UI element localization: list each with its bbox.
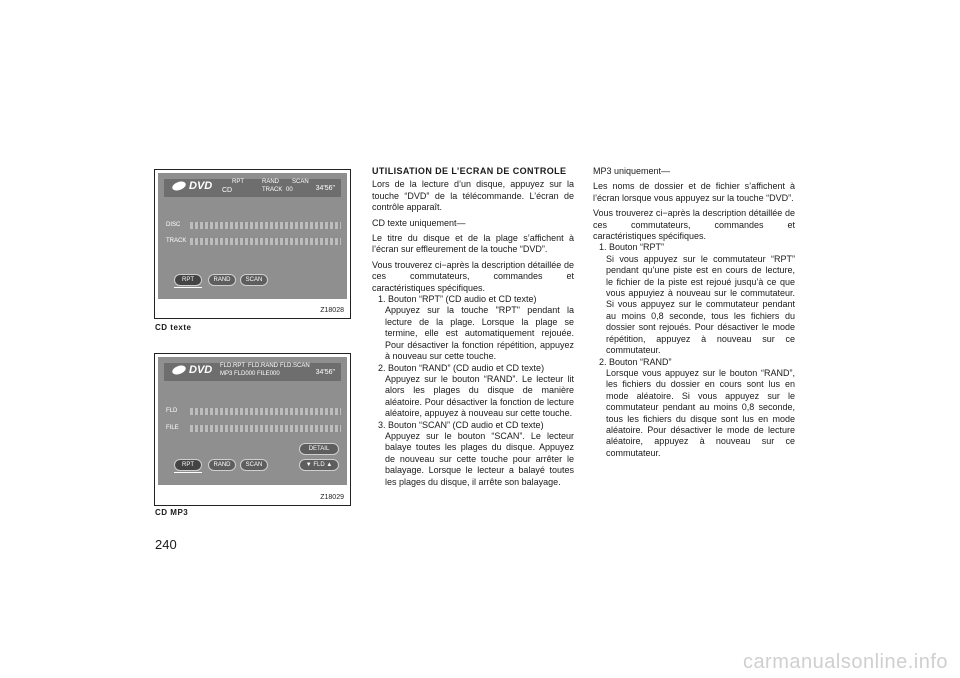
watermark: carmanualsonline.info <box>742 651 948 673</box>
list-item-text: Lorsque vous appuyez sur le bouton “RAND”, les fichiers du dossier en cours sont lus en mode aléatoire. Si vous appuyez sur le commutateur pendant au moins 0,8 seconde, tous les fichiers du disque sont lus en mode aléatoire. Pour désactiver le mode de lecture aléatoire, appuyez à nouveau sur ce commutateur. <box>606 367 795 458</box>
disc-logo-icon <box>171 180 187 192</box>
list-item-text: Appuyez sur le bouton “SCAN”. Le lecteur balaye toutes les plages du disque. Appuyez de nouveau sur cette touche pour arrêter le balayage. Lorsque le lecteur a balayé toutes les plages du disque, il arrête son balayage. <box>385 430 574 487</box>
list-item-title: 3. Bouton “SCAN” (CD audio et CD texte) <box>378 419 544 430</box>
disc-row <box>164 221 341 231</box>
paragraph: Vous trouverez ci−après la description détaillée de ces commutateurs, commandes et caractéristiques spécifiques. <box>372 259 574 293</box>
paragraph: Vous trouverez ci−après la description détaillée de ces commutateurs, commandes et caractéristiques spécifiques. <box>593 208 795 242</box>
track-number: 00 <box>286 187 293 193</box>
list-item-text: Si vous appuyez sur le commutateur “RPT” pendant qu’une piste est en cours de lecture, le fichier de la piste est rejoué jusqu’à ce que vous appuyiez à nouveau sur le commutateur. Si vous appuyez sur le commutateur pendant au moins 0,8 seconde, tous les fichiers du dossier sont rejoués. Pour désactiver le mode répétition, appuyez à nouveau sur ce commutateur. <box>606 253 795 356</box>
tag-scan: SCAN <box>292 179 309 185</box>
file-name-cells <box>190 425 341 432</box>
file-row <box>164 424 341 434</box>
disc-row-label: DISC <box>166 222 181 228</box>
display-screen <box>158 173 347 299</box>
status-bar <box>164 179 341 197</box>
rpt-button[interactable]: RPT <box>174 459 202 471</box>
figure-caption-cd-mp3: CD MP3 <box>155 508 189 517</box>
section-heading: UTILISATION DE L’ECRAN DE CONTROLE <box>372 166 567 176</box>
mp3-folder-file-line: MP3 FLD000 FILE000 <box>220 371 280 377</box>
detail-button[interactable]: DETAIL <box>299 443 339 455</box>
file-row-label: FILE <box>166 425 179 431</box>
paragraph: MP3 uniquement— <box>593 166 671 176</box>
scan-button[interactable]: SCAN <box>240 274 268 286</box>
figure-code: Z18029 <box>320 494 344 501</box>
figure-cd-mp3 <box>154 353 351 506</box>
brand-label: DVD <box>189 180 213 192</box>
figure-cd-text <box>154 169 351 319</box>
list-item-title: 1. Bouton “RPT” <box>599 242 665 253</box>
scan-button[interactable]: SCAN <box>240 459 268 471</box>
paragraph: Lors de la lecture d’un disque, appuyez sur la touche “DVD” de la télécommande. L’écran de contrôle apparaît. <box>372 179 574 213</box>
tag-fld-rand: FLD.RAND <box>248 363 279 369</box>
display-screen <box>158 357 347 485</box>
folder-nav-control[interactable] <box>299 459 339 471</box>
list-item-title: 2. Bouton “RAND” (CD audio et CD texte) <box>378 362 545 373</box>
paragraph: Les noms de dossier et de fichier s’affichent à l’écran lorsque vous appuyez sur la touche “DVD”. <box>593 181 795 203</box>
track-title-cells <box>190 238 341 245</box>
track-label: TRACK <box>262 187 283 193</box>
list-item-text: Appuyez sur le bouton “RAND”. Le lecteur lit alors les plages du disque de manière aléatoire. Pour désactiver la fonction de lecture aléatoire, appuyez à nouveau sur cette touche. <box>385 373 574 419</box>
rand-button[interactable]: RAND <box>208 274 236 286</box>
text-column-2 <box>593 166 795 459</box>
brand-label: DVD <box>189 364 213 376</box>
mode-label: CD <box>222 187 233 194</box>
time-readout: 34'56" <box>315 185 335 192</box>
track-row <box>164 237 341 247</box>
tag-rpt: RPT <box>232 179 244 185</box>
list-item-title: 2. Bouton “RAND” <box>599 356 672 367</box>
tag-rand: RAND <box>262 179 280 185</box>
disc-title-cells <box>190 222 341 229</box>
figure-caption-cd-text: CD texte <box>155 323 192 332</box>
folder-down-icon[interactable]: ▼ <box>305 462 312 468</box>
tag-fld-rpt: FLD.RPT <box>220 363 246 369</box>
rand-button[interactable]: RAND <box>208 459 236 471</box>
status-bar <box>164 363 341 381</box>
folder-row <box>164 407 341 417</box>
disc-logo-icon <box>171 364 187 376</box>
paragraph: CD texte uniquement— <box>372 217 466 228</box>
list-item-text: Appuyez sur la touche "RPT" pendant la lecture de la plage. Lorsque la plage se termine, elle est automatiquement rejouée. Pour désactiver la fonction répétition, appuyez à nouveau sur cette touche. <box>385 305 574 362</box>
page-number: 240 <box>155 537 177 552</box>
figure-code: Z18028 <box>320 307 344 314</box>
rpt-active-indicator <box>174 287 202 288</box>
text-column-1 <box>372 166 574 488</box>
folder-row-label: FLD <box>166 408 178 414</box>
list-item-title: 1. Bouton “RPT” (CD audio et CD texte) <box>378 294 537 305</box>
rpt-button[interactable]: RPT <box>174 274 202 286</box>
paragraph: Le titre du disque et de la plage s’affichent à l’écran sur effleurement de la touche “DVD”. <box>372 233 574 255</box>
folder-nav-label: FLD <box>313 462 325 468</box>
folder-name-cells <box>190 408 341 415</box>
track-row-label: TRACK <box>166 238 187 244</box>
rpt-active-indicator <box>174 472 202 473</box>
time-readout: 34'56" <box>315 369 335 376</box>
folder-up-icon[interactable]: ▲ <box>326 462 333 468</box>
tag-fld-scan: FLD.SCAN <box>280 363 310 369</box>
